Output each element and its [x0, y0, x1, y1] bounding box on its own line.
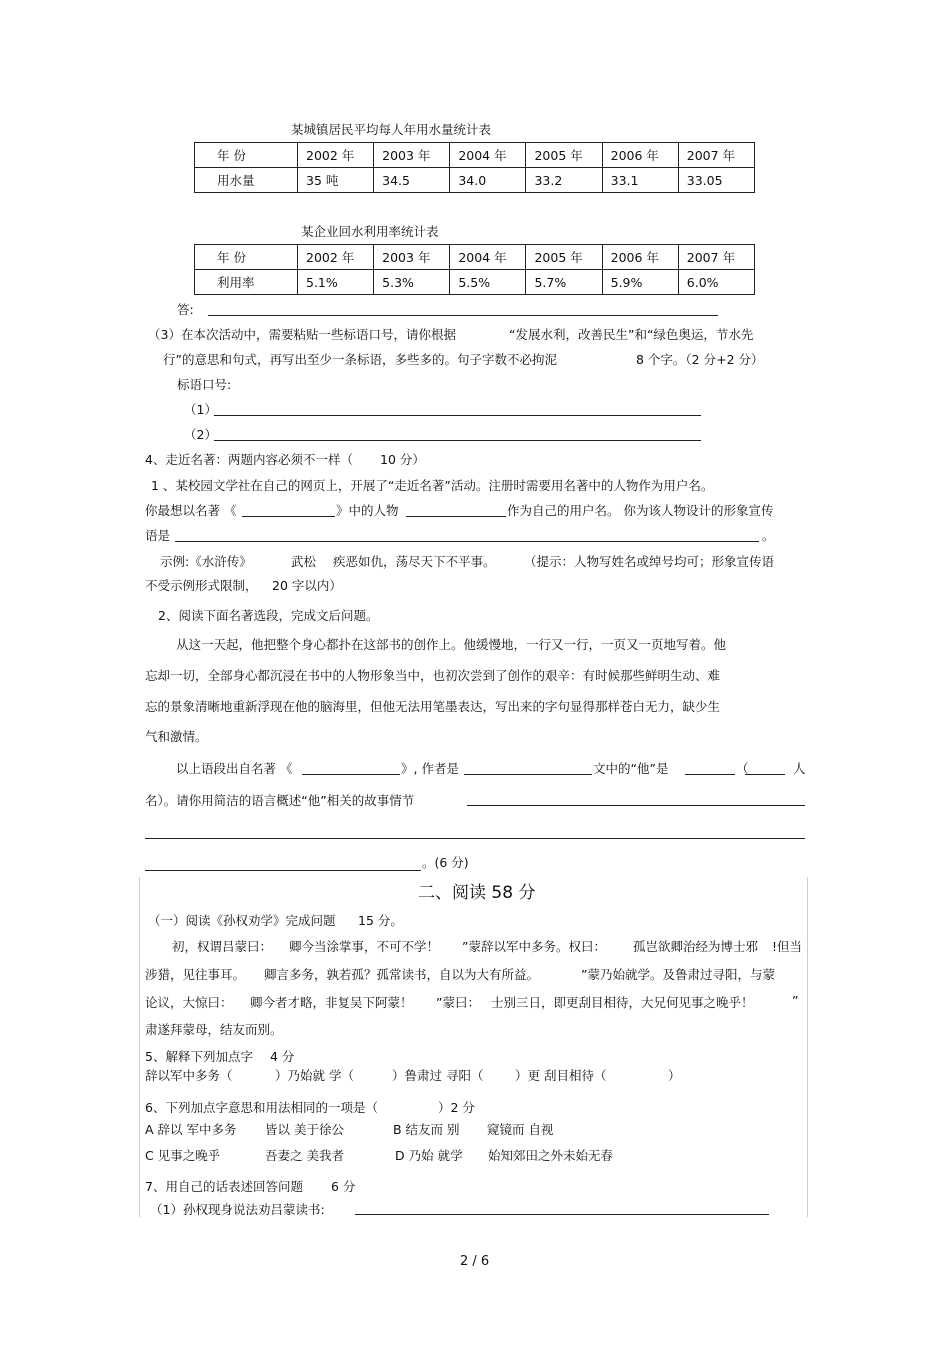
recycling-rate-table	[194, 244, 755, 295]
table-cell: 2006 年	[602, 245, 678, 270]
passage-line: 气和激情。	[145, 729, 208, 744]
classical-text: 涉猎，见往事耳。	[145, 967, 246, 982]
table-header-cell: 年 份	[195, 245, 298, 270]
slogan-item1-label: （1）	[184, 402, 217, 417]
plot-blank-1[interactable]	[467, 805, 805, 806]
author-blank[interactable]	[464, 774, 592, 775]
table-cell: 33.1	[602, 168, 678, 193]
example-limit: 20 字以内）	[272, 578, 342, 593]
answer-blank[interactable]	[208, 315, 718, 316]
section-frame-right	[807, 877, 808, 1217]
question-source: 以上语段出自名著 《	[176, 761, 293, 776]
q5-item: ）鲁肃过 寻阳（	[392, 1068, 484, 1083]
example-slogan: 疾恶如仇，荡尽天下不平事。	[333, 554, 496, 569]
q6-option-d2: 始知郊田之外未始无春	[488, 1148, 614, 1163]
classical-text: 肃遂拜蒙母，结友而别。	[145, 1022, 283, 1037]
table-cell: 33.05	[678, 168, 754, 193]
q6-option-d: D 乃始 就学	[395, 1148, 463, 1163]
table-cell: 34.0	[450, 168, 526, 193]
q6-option-b: B 结友而 别	[393, 1122, 460, 1137]
q6-option-a: A 辞以 军中多务	[145, 1122, 237, 1137]
plot-score: 。(6 分)	[422, 855, 469, 870]
table-cell: 5.3%	[374, 270, 450, 295]
page-number: 2 / 6	[460, 1254, 490, 1269]
table-cell: 33.2	[526, 168, 602, 193]
q5-score: 4 分	[270, 1049, 295, 1064]
slogan-design-blank[interactable]	[175, 541, 759, 542]
example-book: 示例:《水浒传》	[160, 554, 252, 569]
classical-text: ”蒙乃始就学。及鲁肃过寻阳，与蒙	[581, 967, 775, 982]
table-row	[195, 143, 755, 168]
classical-text: 士别三日，即更刮目相待，大兄何见事之晚乎！	[491, 995, 754, 1010]
q4-para2a: 你最想以名著 《	[145, 503, 237, 518]
he-blank[interactable]	[685, 774, 735, 775]
q6-heading: 6、下列加点字意思和用法相同的一项是（	[145, 1100, 378, 1115]
table1-caption: 某城镇居民平均每人年用水量统计表	[291, 122, 492, 137]
table-cell: 2007 年	[678, 143, 754, 168]
classical-text: !但当	[772, 939, 803, 954]
table-cell: 2005 年	[526, 143, 602, 168]
slogan-blank-2[interactable]	[214, 440, 701, 441]
section2-sub1-score: 15 分。	[358, 913, 403, 928]
section2-sub1: （一）阅读《孙权劝学》完成问题	[148, 913, 336, 928]
q5-item: ）乃始就 学（	[275, 1068, 354, 1083]
example-character: 武松	[291, 554, 317, 569]
passage-line: 忘却一切，全部身心都沉浸在书中的人物形象当中，也初次尝到了创作的艰辛：有时候那些鲜明生动、难	[145, 668, 721, 683]
table-cell: 5.5%	[450, 270, 526, 295]
table-cell: 5.9%	[602, 270, 678, 295]
table-cell: 2007 年	[678, 245, 754, 270]
q6-option-c2: 吾妻之 美我者	[265, 1148, 344, 1163]
q6-option-a2: 皆以 美于徐公	[265, 1122, 344, 1137]
table-cell: 2002 年	[298, 143, 374, 168]
table-cell: 2003 年	[374, 245, 450, 270]
book-name-blank[interactable]	[242, 516, 335, 517]
section2-title: 二、阅读 58 分	[418, 883, 536, 903]
passage-line: 从这一天起，他把整个身心都扑在这部书的创作上。他缓慢地，一行又一行，一页又一页地写着。他	[176, 637, 727, 652]
passage-line: 忘的景象清晰地重新浮现在他的脑海里，但他无法用笔墨表达，写出来的字句显得那样苍白无力，缺少生	[145, 699, 721, 714]
paren-open: （	[736, 761, 749, 776]
classical-text: 孤岂欲卿治经为博士邪	[633, 939, 759, 954]
classical-text: ”	[792, 993, 799, 1008]
table-row	[195, 270, 755, 295]
plot-blank-2[interactable]	[145, 838, 805, 839]
q7-score: 6 分	[331, 1179, 356, 1194]
table-cell: 2002 年	[298, 245, 374, 270]
table-header-cell: 年 份	[195, 143, 298, 168]
q4-para1: 1 、某校园文学社在自己的网页上，开展了“走近名著”活动。注册时需要用名著中的人物作为用户名。	[151, 478, 714, 493]
q4-para3a: 语是	[145, 528, 171, 543]
table-header-cell: 利用率	[195, 270, 298, 295]
table-cell: 34.5	[374, 168, 450, 193]
table-cell: 5.7%	[526, 270, 602, 295]
q5-item: ）	[668, 1068, 681, 1083]
q6-option-b2: 窥镜而 自视	[487, 1122, 554, 1137]
table-cell: 2004 年	[450, 143, 526, 168]
q3-line1b: “发展水利，改善民生”和“绿色奥运，节水先	[509, 327, 754, 342]
classical-text: 论议，大惊曰：	[145, 995, 233, 1010]
q4-para3b: 。	[762, 528, 775, 543]
classical-text: 初，权谓吕蒙曰：	[172, 939, 273, 954]
table-cell: 2005 年	[526, 245, 602, 270]
question-author: 》, 作者是	[401, 761, 459, 776]
q5-heading: 5、解释下列加点字	[145, 1049, 253, 1064]
classical-text: ”蒙曰：	[436, 995, 480, 1010]
slogan-label: 标语口号:	[177, 377, 232, 392]
water-usage-table	[194, 142, 755, 193]
example-hint-cont: 不受示例形式限制，	[145, 578, 258, 593]
q4-para2b: 》中的人物	[336, 503, 399, 518]
q5-item: ）更 刮目相待（	[515, 1068, 607, 1083]
classical-text: 卿言多务，孰若孤？孤常读书，自以为大有所益。	[264, 967, 540, 982]
q4-heading-score: 10 分）	[380, 452, 425, 467]
example-hint: （提示：人物写姓名或绰号均可；形象宣传语	[524, 554, 775, 569]
table-cell: 35 吨	[298, 168, 374, 193]
classical-text: 卿今当涂掌事，不可不学！	[289, 939, 440, 954]
q4-heading: 4、走近名著：两题内容必须不一样（	[145, 452, 353, 467]
table-cell: 2003 年	[374, 143, 450, 168]
character-blank[interactable]	[406, 516, 506, 517]
q7-item1: （1）孙权现身说法劝吕蒙读书:	[150, 1202, 325, 1217]
section-frame-left	[139, 877, 140, 1217]
q7-answer-blank[interactable]	[355, 1214, 769, 1215]
table-header-cell: 用水量	[195, 168, 298, 193]
classical-text: ”蒙辞以军中多务。权曰：	[462, 939, 606, 954]
q3-line2a: 行”的意思和句式，再写出至少一条标语，多些多的。句子字数不必拘泥	[163, 352, 557, 367]
table-cell: 2004 年	[450, 245, 526, 270]
q4-para2c: 作为自己的用户名。 你为该人物设计的形象宣传	[507, 503, 774, 518]
slogan-item2-label: （2）	[184, 427, 217, 442]
q6-score: ）2 分	[438, 1100, 475, 1115]
q5-item: 辞以军中多务（	[145, 1068, 233, 1083]
q4-part2-heading: 2、阅读下面名著选段，完成文后问题。	[158, 608, 379, 623]
q7-heading: 7、用自己的话表述回答问题	[145, 1179, 303, 1194]
table-cell: 6.0%	[678, 270, 754, 295]
q6-option-c: C 见事之晚乎	[145, 1148, 221, 1163]
table-cell: 2006 年	[602, 143, 678, 168]
table-row	[195, 168, 755, 193]
table-row	[195, 245, 755, 270]
classical-text: 卿今者才略，非复吴下阿蒙！	[250, 995, 413, 1010]
table-cell: 5.1%	[298, 270, 374, 295]
q3-line1a: （3）在本次活动中，需要粘贴一些标语口号，请你根据	[148, 327, 456, 342]
slogan-blank-1[interactable]	[214, 415, 701, 416]
question-plot: 名）。请你用简洁的语言概述“他”相关的故事情节	[145, 793, 415, 808]
table2-caption: 某企业回水利用率统计表	[301, 224, 439, 239]
question-he: 文中的“他”是	[593, 761, 669, 776]
plot-blank-3[interactable]	[145, 870, 421, 871]
source-book-blank[interactable]	[302, 774, 400, 775]
q3-line2b: 8 个字。（2 分+2 分）	[636, 352, 764, 367]
answer-label: 答:	[177, 302, 194, 317]
real-name-blank[interactable]	[745, 774, 785, 775]
question-ren: 人	[793, 761, 806, 776]
